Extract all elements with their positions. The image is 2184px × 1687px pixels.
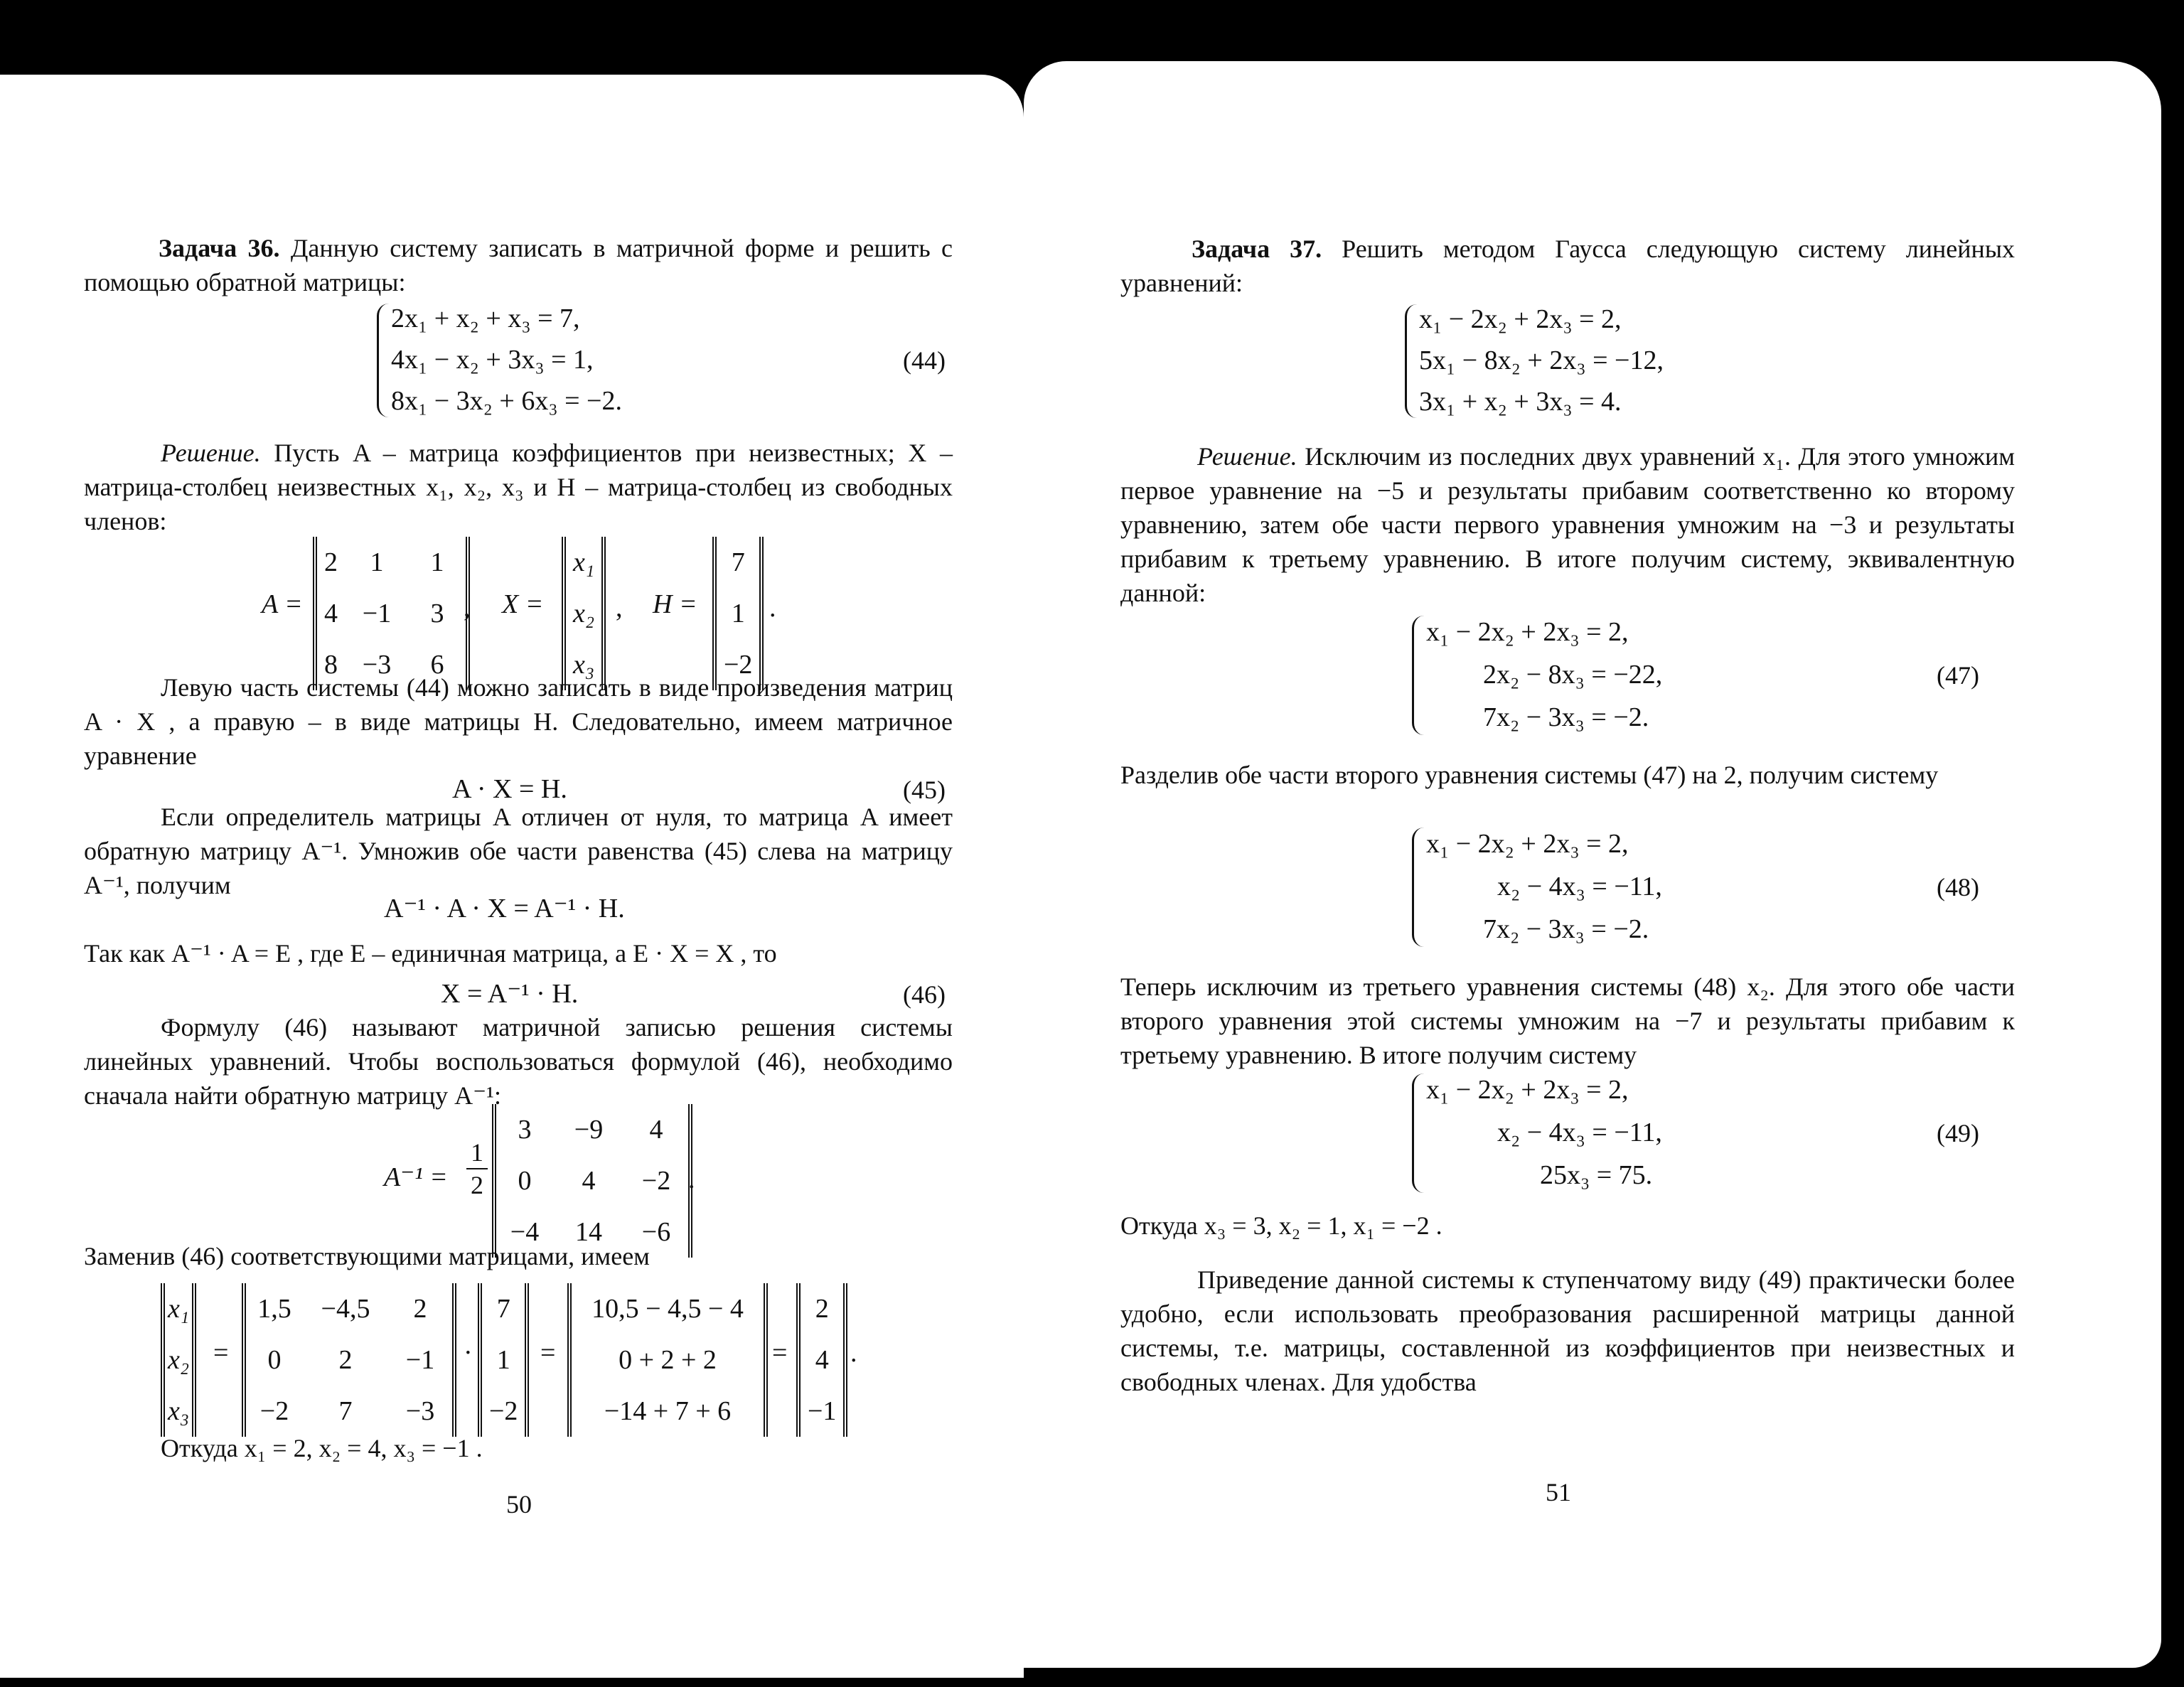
calc-x-cell: x₁ [168, 1294, 190, 1324]
dot-sign: · [464, 1338, 473, 1368]
system49-eq2: x₂ − 4x₃ = −11, [1497, 1118, 1662, 1147]
equals-sign: = [772, 1338, 788, 1368]
period-sign: . [688, 1164, 695, 1194]
system44-eq2: 4x₁ − x₂ + 3x₃ = 1, [391, 345, 594, 375]
solution37-text: Исключим из последних двух уравнений x₁. Для этого умножим первое уравнение на −5 и результаты прибавим соответственно ко второму уравнению, затем обе части первого уравнения умножим на −3 и результаты прибавим к третьему уравнению. В итоге получим систему, эквивалентную данной: [1120, 442, 2016, 607]
equals-sign: = [540, 1338, 556, 1368]
inverse-cell: 3 [518, 1115, 532, 1145]
calc-coeff-cell: 2 [338, 1345, 353, 1375]
calc-coeff-cell: −3 [405, 1396, 435, 1426]
matrix-a-cell: 3 [430, 599, 444, 628]
calc-h-cell: −2 [489, 1396, 518, 1426]
matrix-x-cell: x₁ [573, 547, 595, 577]
calc-coeff-cell: −4,5 [321, 1294, 370, 1324]
eq47-number: (47) [1937, 661, 1979, 690]
matrix-a-cell: 6 [430, 650, 444, 680]
system37-eq3: 3x₁ + x₂ + 3x₃ = 4. [1419, 387, 1622, 417]
solution37-paragraph [1120, 439, 2015, 610]
matrix-a-cell: 1 [370, 547, 384, 577]
reduce-paragraph: Приведение данной системы к ступенчатому виду (49) практически более удобно, если использовать преобразования расширенной матрицы данной системы, т.е. матрицы, составленной из коэффициентов при неизвестных и свободных членах. Для удобства [1120, 1265, 2015, 1396]
matrix-a [313, 537, 470, 690]
calc-h-cell: 7 [496, 1294, 510, 1324]
inverse-fraction [466, 1137, 488, 1201]
replace-paragraph: Заменив (46) соответствующими матрицами, имеем [84, 1242, 650, 1270]
left-part-paragraph: Левую часть системы (44) можно записать в виде произведения матриц A · X , а правую – в виде матрицы H. Следовательно, имеем матричное уравнение [84, 673, 953, 770]
matrix-a-cell: −3 [362, 650, 392, 680]
matrix-x-cell: x₂ [573, 599, 595, 628]
system48-brace [1412, 828, 1424, 947]
system37-brace [1405, 304, 1417, 418]
solution37-label: Решение. [1197, 442, 1297, 471]
inverse-cell: 4 [649, 1115, 663, 1145]
eq45-number: (45) [903, 776, 946, 804]
matrix-a-cell: 1 [430, 547, 444, 577]
matrix-x [562, 537, 606, 690]
calc-result-cell: 4 [815, 1345, 829, 1375]
solution36-text: Пусть A – матрица коэффициентов при неизвестных; X – матрица-столбец неизвестных x₁, x₂, x₃ и H – матрица-столбец из свободных членов: [84, 439, 953, 535]
system49-eq3: 25x₃ = 75. [1540, 1160, 1653, 1190]
matrix-x-cell: x₃ [573, 650, 595, 680]
system49-eq1: x₁ − 2x₂ + 2x₃ = 2, [1426, 1075, 1629, 1105]
calc-sum-cell: 0 + 2 + 2 [619, 1345, 717, 1375]
inverse-matrix [492, 1104, 692, 1258]
calc-result-cell: 2 [815, 1294, 829, 1324]
inverse-cell: −4 [510, 1217, 540, 1247]
task37-label: Задача 37. [1192, 235, 1322, 263]
matrix-h-label: H = [653, 589, 697, 619]
equals-sign: = [213, 1338, 229, 1368]
calc-result-cell: −1 [808, 1396, 837, 1426]
system47-eq3: 7x₂ − 3x₃ = −2. [1483, 702, 1649, 732]
system37-eq2: 5x₁ − 8x₂ + 2x₃ = −12, [1419, 346, 1664, 375]
formula-paragraph: Формулу (46) называют матричной записью решения системы линейных уравнений. Чтобы воспользоваться формулой (46), необходимо сначала найти обратную матрицу A⁻¹: [84, 1013, 953, 1110]
eq49-number: (49) [1937, 1119, 1979, 1147]
page-number-51: 51 [1546, 1478, 1571, 1506]
eq46: X = A⁻¹ · H. [441, 979, 579, 1009]
task37-text: Решить методом Гаусса следующую систему линейных уравнений: [1120, 235, 2016, 297]
task36-text: Данную систему записать в матричной форме и решить с помощью обратной матрицы: [84, 234, 953, 296]
inverse-label: A⁻¹ = [384, 1162, 448, 1192]
matrix-h [712, 537, 764, 690]
matrix-x-label: X = [502, 589, 544, 619]
eq44-number: (44) [903, 346, 946, 375]
calc-coeff-cell: 1,5 [257, 1294, 291, 1324]
matrix-a-cell: 8 [324, 650, 338, 680]
calc-coeff-cell: 7 [338, 1396, 353, 1426]
system49-brace [1412, 1073, 1424, 1193]
since-paragraph: Так как A⁻¹ · A = E , где E – единичная матрица, а E · X = X , то [84, 939, 777, 968]
calc-x-matrix [161, 1283, 196, 1437]
inverse-cell: −2 [641, 1166, 671, 1196]
calc-coeff-matrix [242, 1283, 456, 1437]
calc-coeff-cell: −1 [405, 1345, 435, 1375]
eq48-number: (48) [1937, 873, 1979, 901]
calc-coeff-cell: 2 [413, 1294, 427, 1324]
calc-h-cell: 1 [496, 1345, 510, 1375]
left-page [0, 75, 1024, 1678]
matrix-h-cell: 7 [731, 547, 745, 577]
determinant-paragraph: Если определитель матрицы A отличен от нуля, то матрица A имеет обратную матрицу A⁻¹. Умножив обе части равенства (45) слева на матрицу A⁻¹, получим [84, 803, 953, 899]
now-paragraph: Теперь исключим из третьего уравнения системы (48) x₂. Для этого обе части второго уравнения этой системы умножим на −7 и результаты прибавим к третьему уравнению. В итоге получим систему [1120, 973, 2015, 1069]
system48-eq2: x₂ − 4x₃ = −11, [1497, 872, 1662, 901]
system44-eq1: 2x₁ + x₂ + x₃ = 7, [391, 304, 580, 333]
system47-eq2: 2x₂ − 8x₃ = −22, [1483, 660, 1663, 690]
system44-eq3: 8x₁ − 3x₂ + 6x₃ = −2. [391, 386, 622, 416]
matrix-h-cell: −2 [724, 650, 753, 680]
system48-eq3: 7x₂ − 3x₃ = −2. [1483, 914, 1649, 944]
inverse-cell: 4 [582, 1166, 596, 1196]
system44-brace [377, 304, 389, 417]
fraction-numerator: 1 [471, 1138, 483, 1167]
calc-x-cell: x₂ [168, 1345, 190, 1375]
solution36-label: Решение. [161, 439, 261, 467]
divide-paragraph: Разделив обе части второго уравнения системы (47) на 2, получим систему [1120, 761, 1939, 789]
system48-eq1: x₁ − 2x₂ + 2x₃ = 2, [1426, 829, 1629, 859]
answer37: Откуда x₃ = 3, x₂ = 1, x₁ = −2 . [1120, 1211, 1442, 1240]
eq45: A · X = H. [452, 774, 567, 804]
calc-result-matrix [796, 1283, 847, 1437]
calc-sum-matrix [567, 1283, 768, 1437]
solution36-paragraph [84, 436, 953, 538]
calc-sum-cell: −14 + 7 + 6 [604, 1396, 732, 1426]
inverse-cell: −6 [641, 1217, 671, 1247]
eq46-number: (46) [903, 980, 946, 1009]
matrix-a-label: A = [262, 589, 303, 619]
page-number-50: 50 [506, 1490, 532, 1519]
calc-x-cell: x₃ [168, 1396, 190, 1426]
matrix-a-cell: 2 [324, 547, 338, 577]
comma-sign: , [616, 593, 623, 623]
inverse-cell: 14 [575, 1217, 602, 1247]
period-sign: . [850, 1338, 857, 1368]
comma-sign: , [464, 593, 471, 623]
calc-coeff-cell: −2 [259, 1396, 289, 1426]
answer36: Откуда x₁ = 2, x₂ = 4, x₃ = −1 . [161, 1434, 483, 1462]
calc-coeff-cell: 0 [267, 1345, 282, 1375]
task37-paragraph [1120, 232, 2015, 300]
calc-sum-cell: 10,5 − 4,5 − 4 [592, 1294, 744, 1324]
system37-eq1: x₁ − 2x₂ + 2x₃ = 2, [1419, 304, 1622, 334]
fraction-denominator: 2 [466, 1168, 488, 1201]
calc-h-matrix [478, 1283, 529, 1437]
task36-paragraph [84, 231, 953, 299]
eq-inverse: A⁻¹ · A · X = A⁻¹ · H. [384, 894, 625, 923]
matrix-a-cell: 4 [324, 599, 338, 628]
task36-label: Задача 36. [159, 234, 280, 262]
matrix-a-cell: −1 [362, 599, 392, 628]
system47-brace [1412, 616, 1424, 735]
matrix-h-cell: 1 [731, 599, 745, 628]
inverse-cell: −9 [574, 1115, 604, 1145]
period-sign: . [769, 593, 776, 623]
inverse-cell: 0 [518, 1166, 532, 1196]
right-page [1024, 61, 2161, 1668]
system47-eq1: x₁ − 2x₂ + 2x₃ = 2, [1426, 617, 1629, 647]
